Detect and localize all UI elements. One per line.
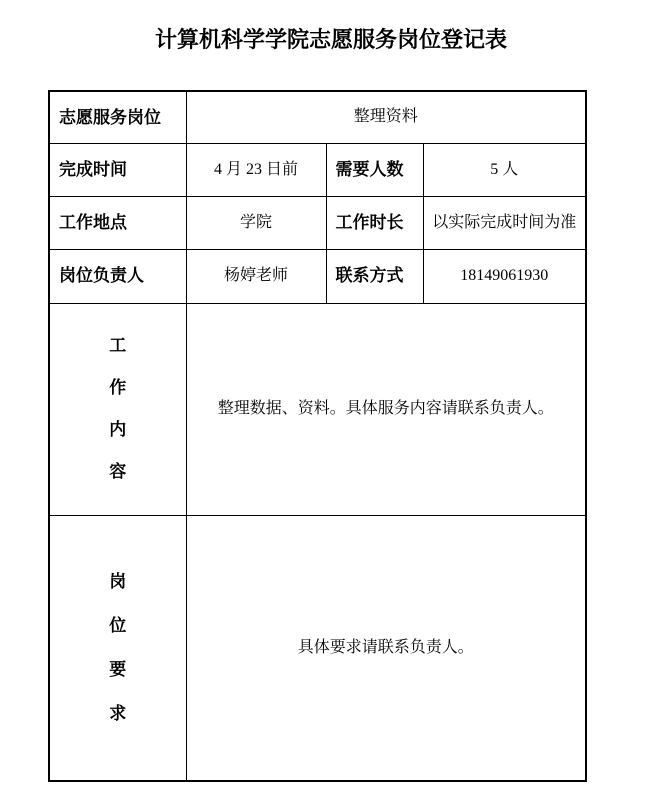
manager-label: 岗位负责人 (49, 249, 186, 303)
duration-value: 以实际完成时间为准 (423, 196, 586, 249)
work-content-label-char: 作 (109, 378, 127, 397)
contact-label: 联系方式 (326, 249, 423, 303)
deadline-value: 4 月 23 日前 (186, 143, 326, 196)
work-content-label-char: 内 (109, 420, 127, 439)
location-value: 学院 (186, 196, 326, 249)
work-content-value: 整理数据、资料。具体服务内容请联系负责人。 (186, 303, 586, 515)
requirements-label (49, 515, 186, 781)
position-value: 整理资料 (186, 91, 586, 143)
table-row-location-duration (49, 196, 586, 249)
table-row-work-content (49, 303, 586, 515)
headcount-value: 5 人 (423, 143, 586, 196)
page-title: 计算机科学学院志愿服务岗位登记表 (154, 27, 507, 52)
work-content-label-char: 工 (109, 336, 127, 355)
duration-label: 工作时长 (326, 196, 423, 249)
work-content-label-char: 容 (109, 462, 127, 481)
requirements-label-char: 岗 (109, 571, 127, 591)
location-label: 工作地点 (49, 196, 186, 249)
requirements-label-char: 位 (109, 615, 127, 635)
requirements-label-char: 要 (109, 659, 127, 679)
contact-value: 18149061930 (423, 249, 586, 303)
position-label: 志愿服务岗位 (49, 91, 186, 143)
table-row-deadline-headcount (49, 143, 586, 196)
table-row-requirements (49, 515, 586, 781)
table-row-position (49, 91, 586, 143)
table-row-manager-contact (49, 249, 586, 303)
work-content-label-vertical (50, 304, 186, 515)
deadline-label: 完成时间 (49, 143, 186, 196)
requirements-label-char: 求 (109, 703, 127, 723)
requirements-value: 具体要求请联系负责人。 (186, 515, 586, 781)
volunteer-position-form-table (48, 90, 587, 782)
requirements-label-vertical (50, 516, 186, 780)
headcount-label: 需要人数 (326, 143, 423, 196)
manager-value: 杨婷老师 (186, 249, 326, 303)
work-content-label (49, 303, 186, 515)
